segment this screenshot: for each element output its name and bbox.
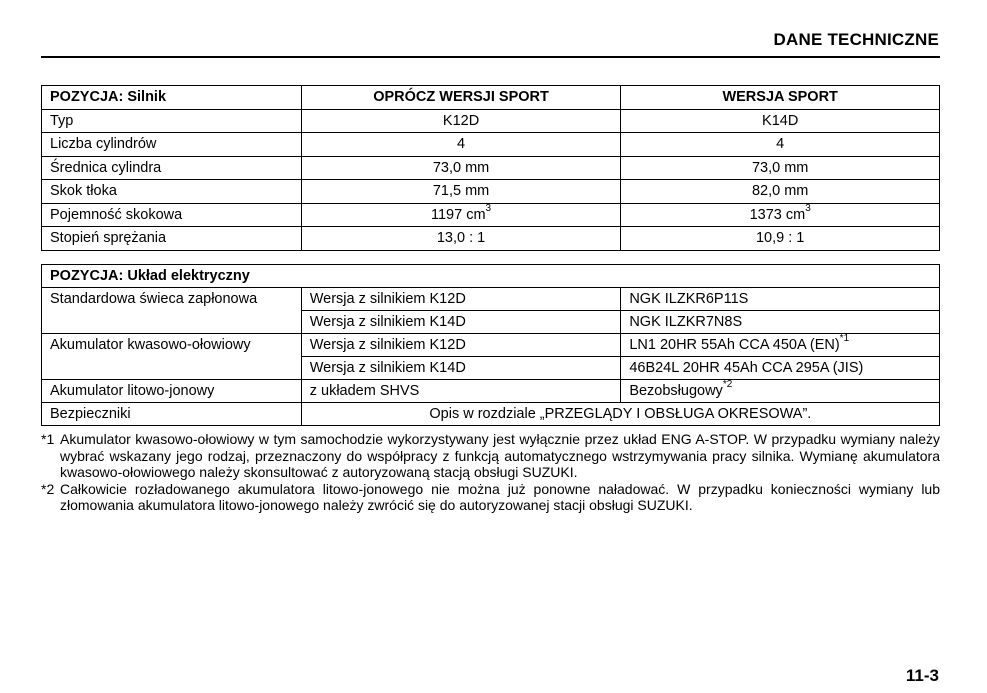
value-text: 1197 cm	[430, 206, 486, 223]
variant-cell: Wersja z silnikiem K14D	[301, 311, 621, 334]
footnote	[41, 481, 940, 514]
row-label: Standardowa świeca zapłonowa	[42, 288, 302, 334]
value-cell	[621, 380, 940, 403]
value-sport: 10,9 : 1	[621, 227, 940, 251]
row-label: Średnica cylindra	[42, 156, 302, 180]
superscript: 3	[485, 202, 492, 214]
value-non-sport: 13,0 : 1	[301, 227, 621, 251]
value-text: Bezobsługowy	[629, 383, 723, 399]
row-label: Bezpieczniki	[42, 403, 302, 426]
value-non-sport: K12D	[301, 109, 621, 133]
value-non-sport: 73,0 mm	[301, 156, 621, 180]
table-row	[42, 227, 940, 251]
value-non-sport: 4	[301, 133, 621, 157]
footnotes	[41, 431, 940, 514]
footnote-mark: *1	[41, 431, 55, 447]
value-non-sport: 71,5 mm	[301, 180, 621, 204]
column-header-sport: WERSJA SPORT	[621, 86, 940, 110]
row-label: Liczba cylindrów	[42, 133, 302, 157]
table-header-row	[42, 86, 940, 110]
table-row	[42, 288, 940, 311]
table-row	[42, 180, 940, 204]
value-cell: 46B24L 20HR 45Ah CCA 295A (JIS)	[621, 357, 940, 380]
superscript: 3	[805, 202, 811, 214]
row-label: Typ	[42, 109, 302, 133]
value-cell: Opis w rozdziale „PRZEGLĄDY I OBSŁUGA OKRESOWA”.	[301, 403, 939, 426]
row-label: Pojemność skokowa	[42, 203, 302, 227]
table-row	[42, 109, 940, 133]
page-number: 11-3	[905, 666, 939, 685]
value-sport: K14D	[621, 109, 940, 133]
value-non-sport	[301, 203, 621, 227]
value-cell: NGK ILZKR7N8S	[621, 311, 940, 334]
value-sport: 82,0 mm	[621, 180, 940, 204]
footnote-ref: *2	[722, 379, 733, 391]
column-header-non-sport: OPRÓCZ WERSJI SPORT	[301, 86, 621, 110]
row-label: Akumulator litowo-jonowy	[42, 380, 302, 403]
value-sport	[621, 203, 940, 227]
table-row	[42, 334, 940, 357]
variant-cell: Wersja z silnikiem K12D	[301, 288, 621, 311]
footnote-ref: *1	[839, 333, 850, 345]
row-label: Skok tłoka	[42, 180, 302, 204]
page-header-title: DANE TECHNICZNE	[773, 30, 939, 49]
table-row	[42, 156, 940, 180]
footnote-text: Akumulator kwasowo-ołowiowy w tym samochodzie wykorzystywany jest wyłącznie przez układ ENG A-STOP. W przypadku wymiany należy wybrać wskazany jego rodzaj, przeznaczony do współpracy z funkcją automatycznego wstrzymywania pracy silnika. Wymianę akumulatora kwasowo-ołowiowego należy skonsultować z autoryzowaną stacją obsługi SUZUKI.	[60, 431, 940, 480]
column-header-item: POZYCJA: Silnik	[42, 86, 302, 110]
variant-cell: z układem SHVS	[301, 380, 621, 403]
value-sport: 4	[621, 133, 940, 157]
value-text: 1373 cm	[749, 206, 806, 223]
row-label: Stopień sprężania	[42, 227, 302, 251]
table-row	[42, 203, 940, 227]
header-divider	[41, 56, 940, 58]
row-label: Akumulator kwasowo-ołowiowy	[42, 334, 302, 380]
variant-cell: Wersja z silnikiem K12D	[301, 334, 621, 357]
table-row	[42, 133, 940, 157]
value-text: LN1 20HR 55Ah CCA 450A (EN)	[629, 337, 840, 353]
footnote-text: Całkowicie rozładowanego akumulatora litowo-jonowego nie można już ponowne naładować. W przypadku konieczności wymiany lub złomowania akumulatora litowo-jonowego należy zwrócić się do autoryzowanej stacji obsługi SUZUKI.	[60, 480, 940, 513]
engine-spec-table	[41, 85, 940, 251]
footnote-mark: *2	[41, 480, 55, 497]
electrical-table-title: POZYCJA: Układ elektryczny	[42, 265, 940, 288]
table-header-row	[42, 265, 940, 288]
value-cell: NGK ILZKR6P11S	[621, 288, 940, 311]
footnote	[41, 431, 940, 481]
table-row	[42, 380, 940, 403]
value-cell	[621, 334, 940, 357]
variant-cell: Wersja z silnikiem K14D	[301, 357, 621, 380]
electrical-spec-table	[41, 264, 940, 426]
table-row	[42, 403, 940, 426]
value-sport: 73,0 mm	[621, 156, 940, 180]
